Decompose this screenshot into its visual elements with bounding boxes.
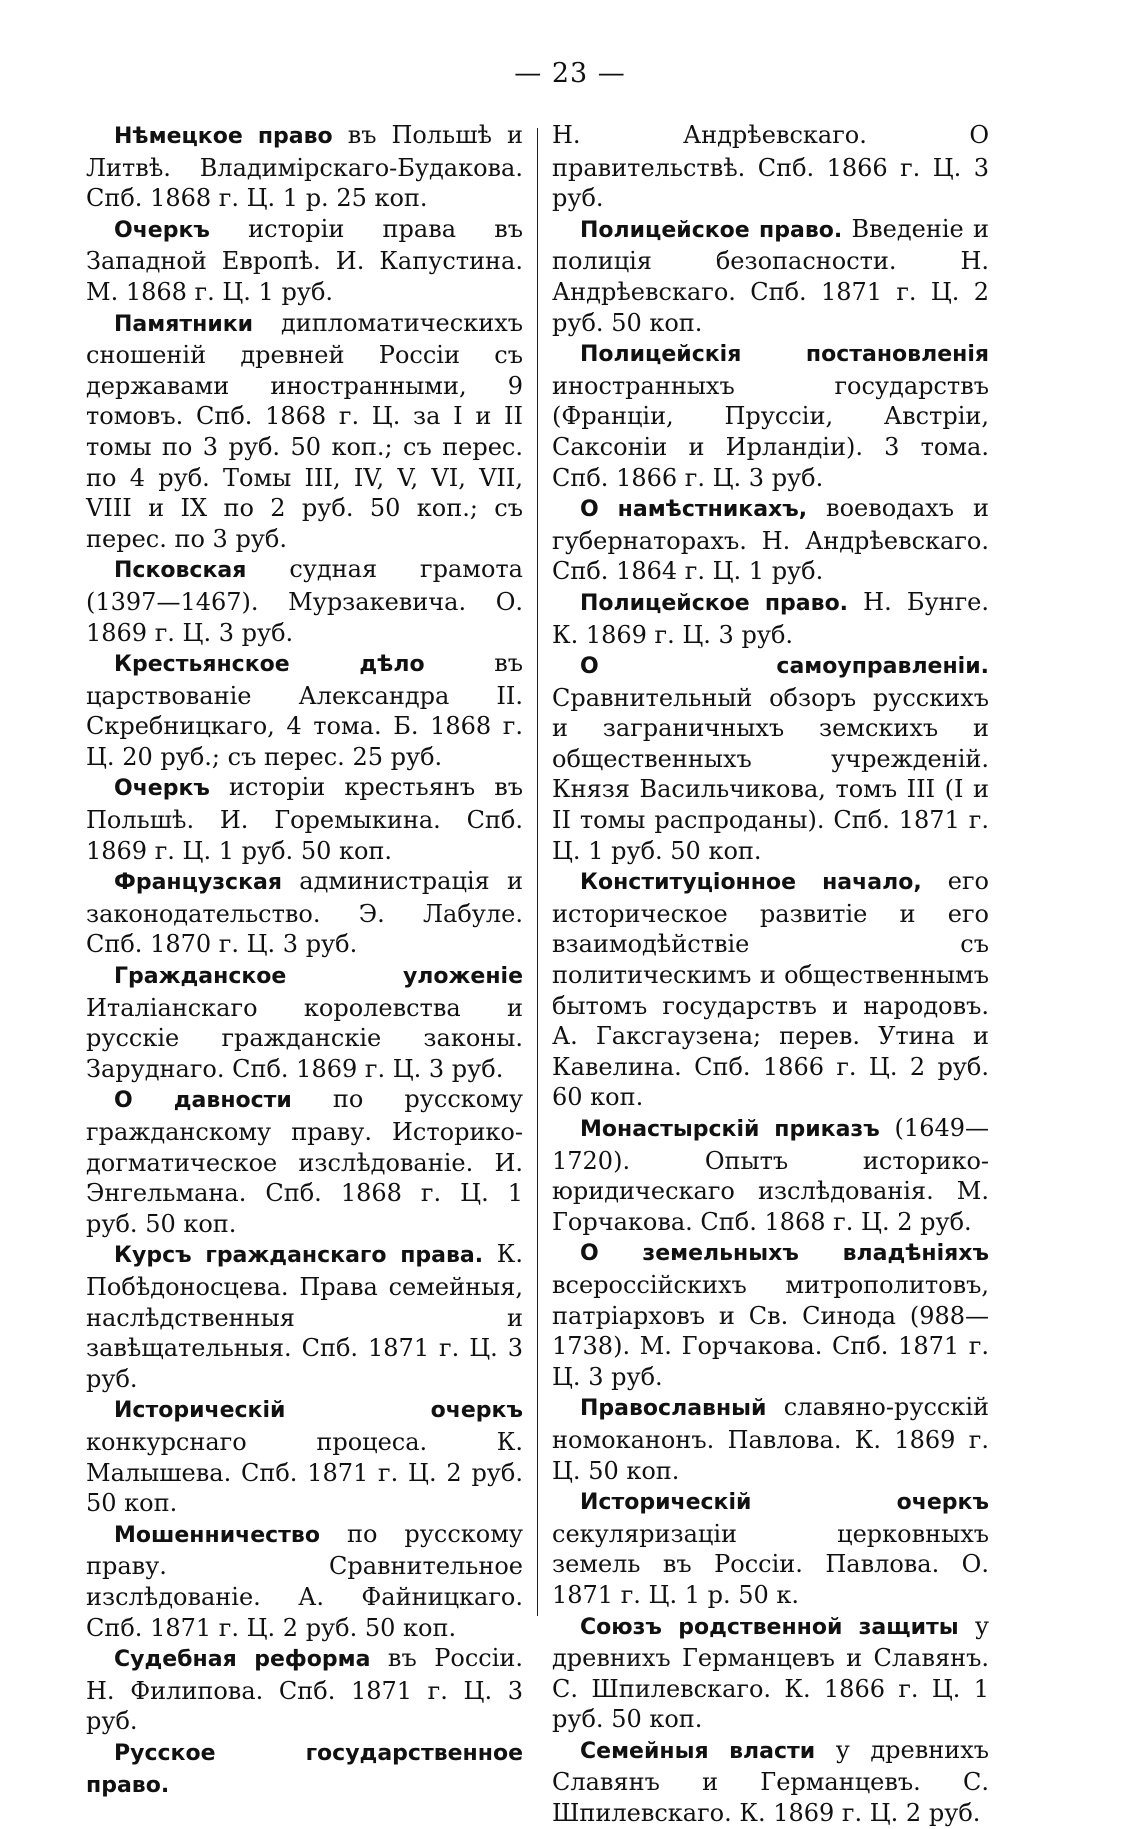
- catalog-entry: [552, 1611, 989, 1735]
- catalog-entry: [86, 960, 523, 1084]
- entry-title: Судебная реформа: [114, 1647, 371, 1673]
- entry-title: Монастырскій приказъ: [580, 1117, 880, 1142]
- entry-title: Историческій очеркъ: [580, 1490, 989, 1516]
- entry-text: въ Польшѣ и Литвѣ. Владимірскаго-Будакова. Спб. 1868 г. Ц. 1 р. 25 коп.: [86, 121, 523, 213]
- entry-text: (1649—1720). Опытъ историко-юридическаго изслѣдованія. М. Горчакова. Спб. 1868 г. Ц. 2 руб.: [552, 1114, 989, 1236]
- entry-text: по русскому гражданскому праву. Историко-догматическое изслѣдованіе. И. Энгельмана. Спб. 1868 г. Ц. 1 руб. 50 коп.: [86, 1085, 523, 1238]
- entry-title: Союзъ родственной защиты: [580, 1614, 959, 1640]
- catalog-entry: [552, 338, 989, 493]
- column-divider: [537, 128, 538, 1616]
- entry-title: Православный: [580, 1396, 767, 1422]
- entry-title: Русское государственное право.: [86, 1740, 523, 1799]
- catalog-entry: [86, 1643, 523, 1737]
- entry-text: воеводахъ и губернаторахъ. Н. Андрѣевскаго. Спб. 1864 г. Ц. 1 руб.: [552, 494, 989, 586]
- catalog-entry: [552, 650, 989, 866]
- entry-title: Мошенничество: [114, 1522, 320, 1548]
- entry-title: Очеркъ: [114, 217, 210, 243]
- entry-title: Памятники: [114, 311, 254, 337]
- entry-title: О земельныхъ владѣніяхъ: [580, 1241, 989, 1267]
- catalog-entry: [86, 554, 523, 648]
- catalog-entry: [86, 1737, 523, 1802]
- catalog-entry: [86, 1084, 523, 1239]
- entry-text: его историческое развитіе и его взаимодѣйствіе съ политическимъ и общественнымъ бытомъ государствъ и народовъ. А. Гаксгаузена; перев. Утина и Кавелина. Спб. 1866 г. Ц. 2 руб. 60 коп.: [552, 867, 989, 1112]
- catalog-entry: [552, 1735, 989, 1829]
- catalog-entry: [86, 772, 523, 866]
- catalog-entry: [86, 1239, 523, 1394]
- catalog-entry: [552, 120, 989, 214]
- entry-text: всероссійскихъ митрополитовъ, патріарховъ и Св. Синода (988—1738). М. Горчакова. Спб. 1871 г. Ц. 3 руб.: [552, 1270, 989, 1391]
- entry-text: Н. Бунге. К. 1869 г. Ц. 3 руб.: [552, 587, 989, 649]
- entry-text: К. Побѣдоносцева. Права семейныя, наслѣдственныя и завѣщательныя. Спб. 1871 г. Ц. 3 руб.: [86, 1240, 523, 1393]
- catalog-entry: [86, 866, 523, 960]
- entry-title: Полицейское право.: [580, 590, 849, 616]
- entry-text: дипломатическихъ сношеній древней Россіи съ державами иностранными, 9 томовъ. Спб. 1868 г. Ц. за I и II томы по 3 руб. 50 коп.; съ перес. по 4 руб. Томы III, IV, V, VI, VII, VIII и IX по 2 руб. 50 коп.; съ перес. по 3 руб.: [86, 308, 523, 553]
- catalog-entry: [86, 308, 523, 555]
- entry-title: Семейныя власти: [580, 1738, 816, 1764]
- entry-text: въ Россіи. Н. Филипова. Спб. 1871 г. Ц. 3 руб.: [86, 1644, 523, 1736]
- entry-text: Сравнительный обзоръ русскихъ и заграничныхъ земскихъ и общественныхъ учрежденій. Князя Васильчикова, томъ III (I и II томы распроданы). Спб. 1871 г. Ц. 1 руб. 50 коп.: [552, 683, 989, 865]
- entry-text: исторіи крестьянъ въ Польшѣ. И. Горемыкина. Спб. 1869 г. Ц. 1 руб. 50 коп.: [86, 773, 523, 865]
- entry-text: иностранныхъ государствъ (Франціи, Пруссіи, Австріи, Саксоніи и Ирландіи). 3 тома. Спб. 1866 г. Ц. 3 руб.: [552, 371, 989, 492]
- entry-title: Курсъ гражданскаго права.: [114, 1243, 484, 1269]
- entry-text: судная грамота (1397—1467). Мурзакевича. О. 1869 г. Ц. 3 руб.: [86, 555, 523, 647]
- catalog-entry: [552, 587, 989, 650]
- catalog-entry: [552, 1113, 989, 1237]
- entry-text: Италіанскаго королевства и русскіе гражданскіе законы. Заруднаго. Спб. 1869 г. Ц. 3 руб.: [86, 993, 523, 1083]
- catalog-entry: [552, 1237, 989, 1392]
- entry-text: у древнихъ Славянъ и Германцевъ. С. Шпилевскаго. К. 1869 г. Ц. 2 руб.: [552, 1735, 990, 1828]
- entry-text: исторіи права въ Западной Европѣ. И. Капустина. М. 1868 г. Ц. 1 руб.: [86, 214, 523, 306]
- entry-text: конкурснаго процеса. К. Малышева. Спб. 1871 г. Ц. 2 руб. 50 коп.: [86, 1427, 523, 1518]
- entry-title: Конституціонное начало,: [580, 870, 922, 896]
- entry-text: Н. Андрѣевскаго. О правительствѣ. Спб. 1866 г. Ц. 3 руб.: [552, 121, 989, 213]
- entry-title: Нѣмецкое право: [114, 124, 333, 149]
- entry-title: О намѣстникахъ,: [580, 497, 808, 523]
- catalog-entry: [86, 1519, 523, 1643]
- entry-title: Псковская: [114, 558, 247, 584]
- entry-text: администрація и законодательство. Э. Лабуле. Спб. 1870 г. Ц. 3 руб.: [86, 867, 523, 959]
- entry-title: Полицейскія постановленія: [580, 342, 989, 368]
- entry-title: Полицейское право.: [580, 217, 843, 243]
- entry-title: Очеркъ: [114, 776, 210, 802]
- entry-text: славяно-русскій номоканонъ. Павлова. К. 1869 г. Ц. 50 коп.: [552, 1393, 989, 1485]
- entry-title: Гражданское уложеніе: [114, 964, 523, 990]
- entry-title: Крестьянское дѣло: [114, 652, 425, 678]
- catalog-entry: [86, 120, 523, 214]
- entry-title: О давности: [114, 1088, 292, 1114]
- catalog-columns: [86, 120, 990, 1828]
- right-column: [552, 120, 989, 1829]
- left-column: [86, 120, 523, 1802]
- entry-text: по русскому праву. Сравнительное изслѣдованіе. А. Файницкаго. Спб. 1871 г. Ц. 2 руб. 50 коп.: [86, 1519, 523, 1642]
- catalog-entry: [552, 1392, 989, 1486]
- entry-title: О самоуправленіи.: [580, 654, 989, 680]
- entry-title: Историческій очеркъ: [114, 1398, 523, 1424]
- catalog-entry: [86, 648, 523, 772]
- catalog-entry: [86, 1394, 523, 1518]
- entry-text: секуляризаціи церковныхъ земель въ Россіи. Павлова. О. 1871 г. Ц. 1 р. 50 к.: [552, 1519, 989, 1609]
- entry-text: Введеніе и полиція безопасности. Н. Андрѣевскаго. Спб. 1871 г. Ц. 2 руб. 50 коп.: [552, 214, 989, 337]
- catalog-entry: [552, 1486, 989, 1610]
- catalog-entry: [552, 214, 989, 338]
- entry-title: Французская: [114, 870, 282, 896]
- entry-text: у древнихъ Германцевъ и Славянъ. С. Шпилевскаго. К. 1866 г. Ц. 1 руб. 50 коп.: [552, 1611, 989, 1734]
- catalog-entry: [552, 866, 989, 1113]
- catalog-entry: [86, 214, 523, 308]
- entry-text: въ царствованіе Александра II. Скребницкаго, 4 тома. Б. 1868 г. Ц. 20 руб.; съ перес. 25 руб.: [86, 649, 523, 771]
- catalog-entry: [552, 493, 989, 587]
- page-number: — 23 —: [514, 58, 626, 89]
